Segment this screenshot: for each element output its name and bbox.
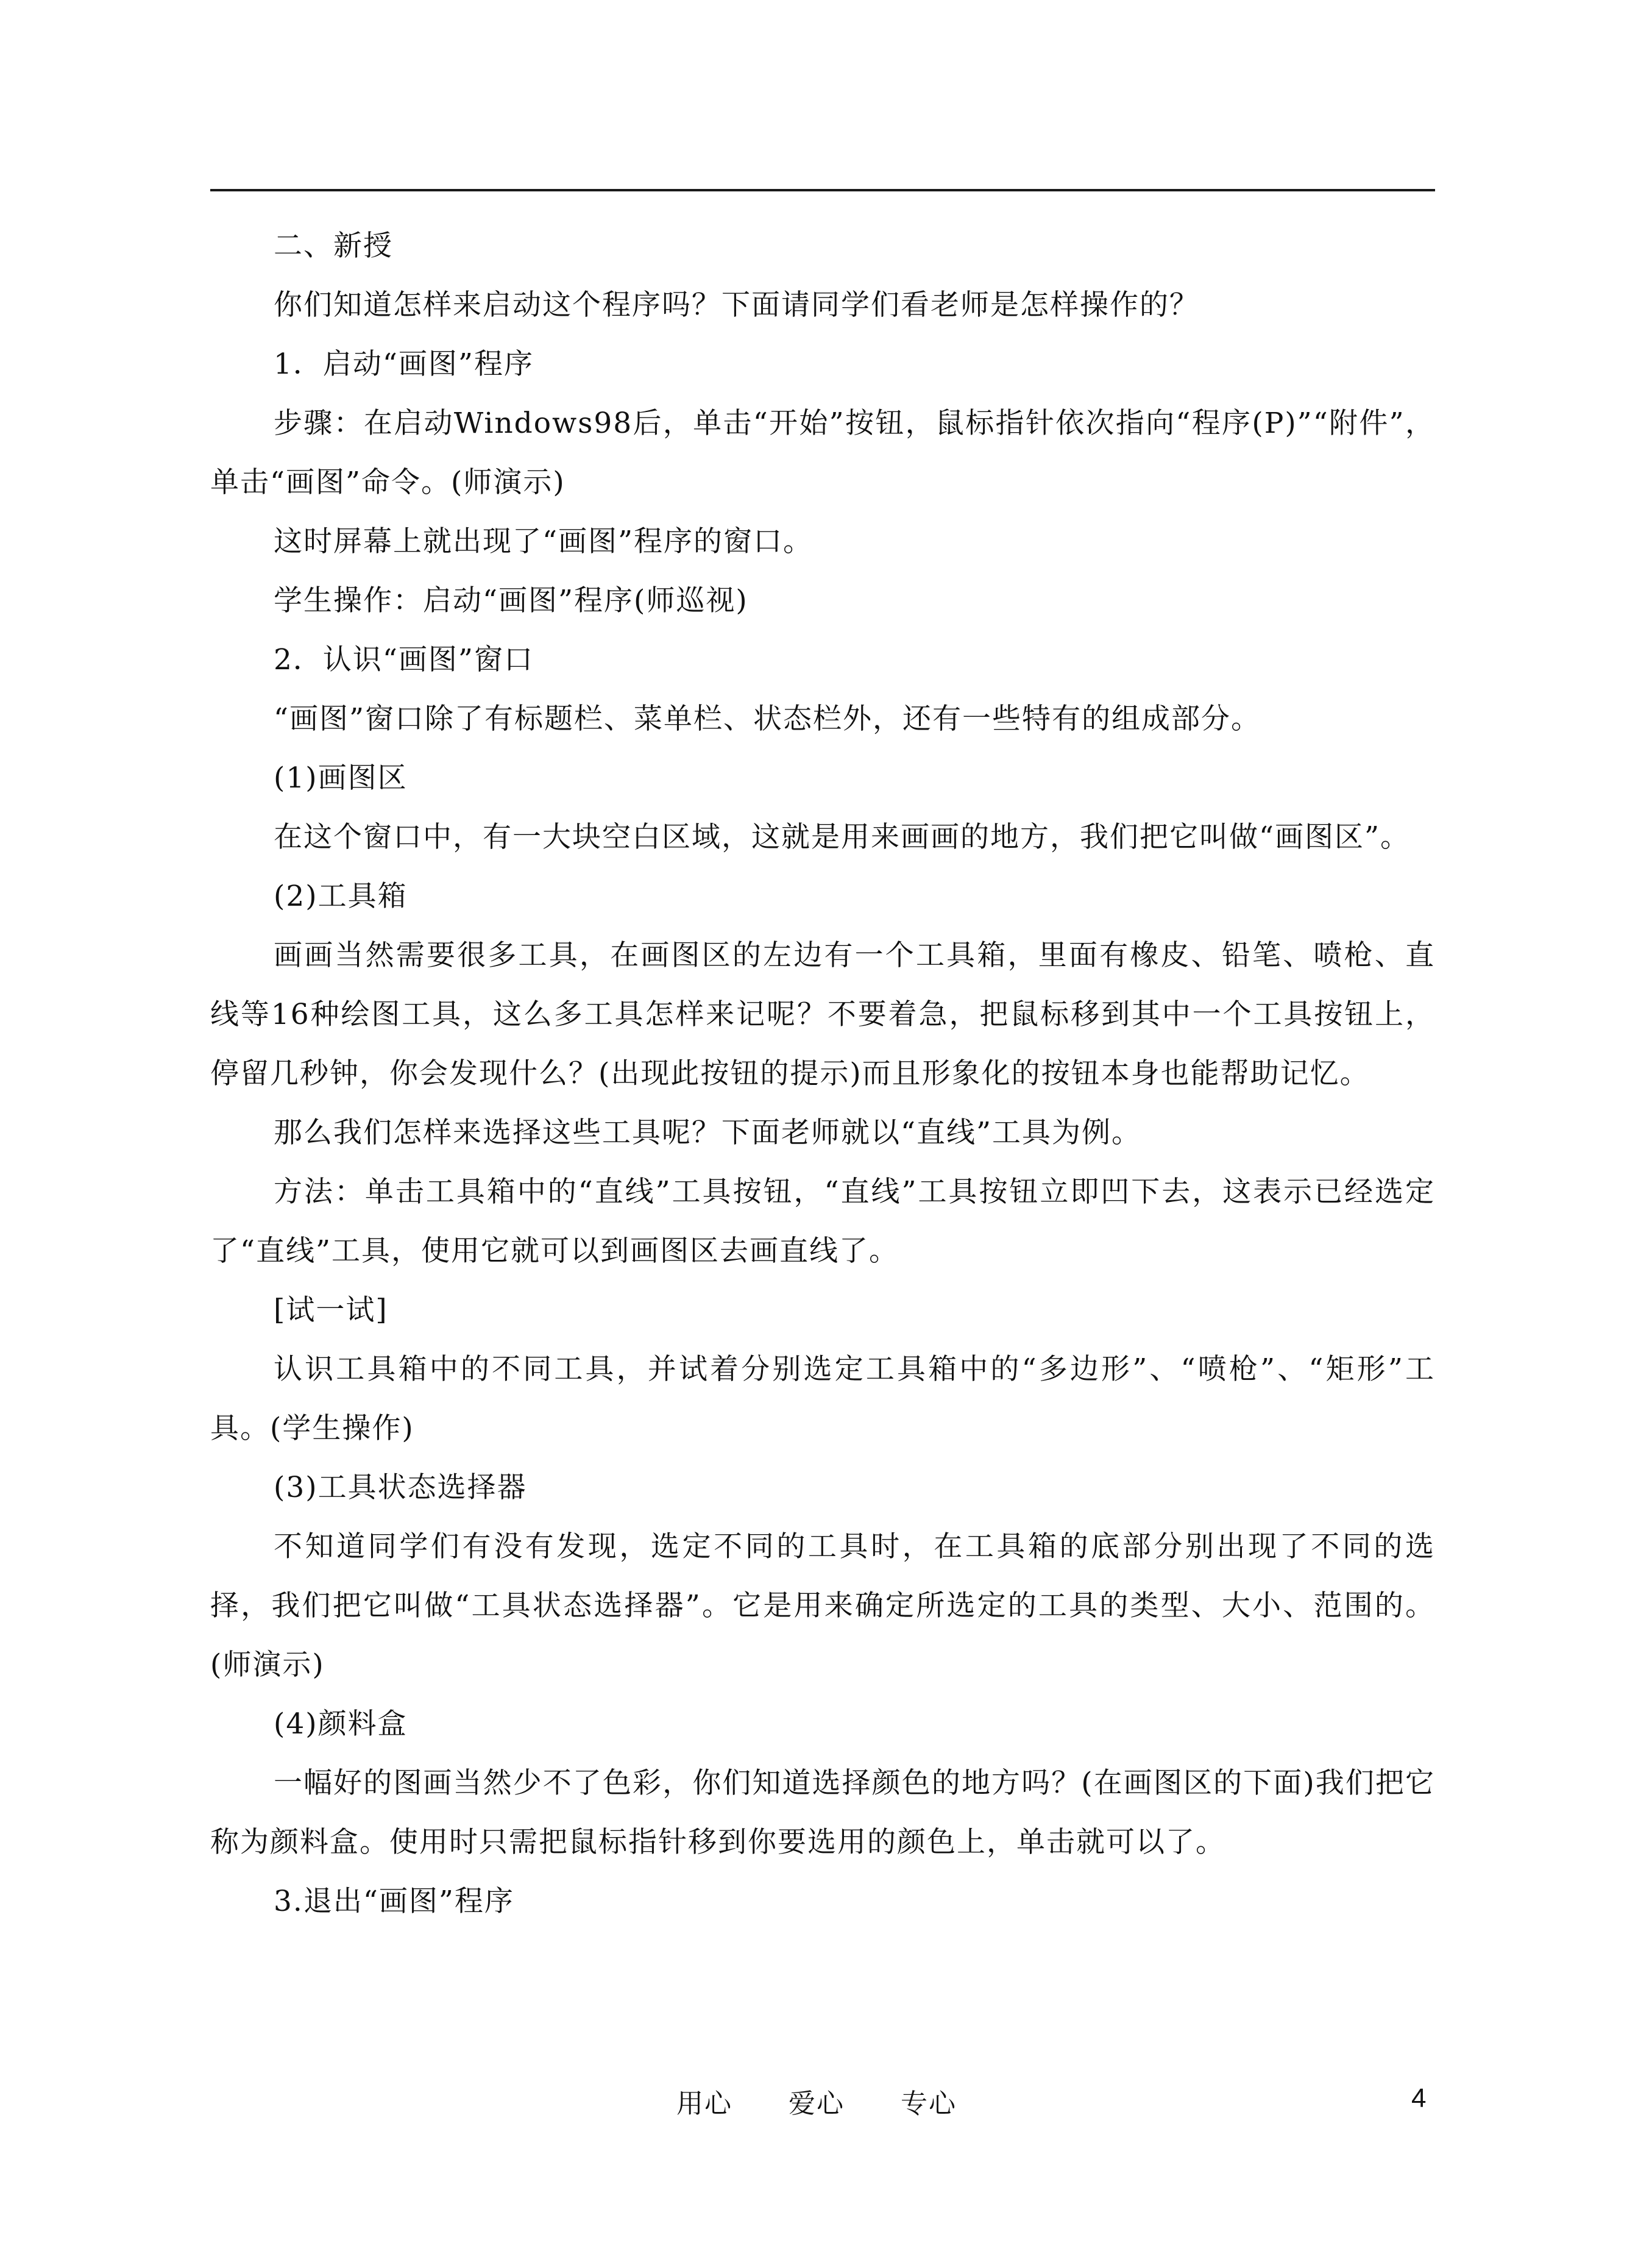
subheading-exit-paint: 3.退出“画图”程序 [274, 1885, 514, 1918]
item-tool-state-selector: (3)工具状态选择器 [274, 1471, 527, 1504]
paragraph-method: 方法：单击工具箱中的“直线”工具按钮，“直线”工具按钮立即凹下去，这表示已经选定了“直线”工具，使用它就可以到画图区去画直线了。 [210, 1175, 1435, 1268]
paragraph-try-it: 认识工具箱中的不同工具，并试着分别选定工具箱中的“多边形”、“喷枪”、“矩形”工具。(学生操作) [210, 1353, 1435, 1445]
subheading-know-window: 2．认识“画图”窗口 [274, 643, 534, 677]
item-canvas-area: (1)画图区 [274, 761, 408, 795]
paragraph-color-box: 一幅好的图画当然少不了色彩，你们知道选择颜色的地方吗？(在画图区的下面)我们把它称为颜料盒。使用时只需把鼠标指针移到你要选用的颜色上，单击就可以了。 [210, 1766, 1435, 1859]
header-rule [210, 189, 1435, 191]
paragraph-toolbox: 画画当然需要很多工具，在画图区的左边有一个工具箱，里面有橡皮、铅笔、喷枪、直线等16种绘图工具，这么多工具怎样来记呢？不要着急，把鼠标移到其中一个工具按钮上，停留几秒钟，你会发现什么？(出现此按钮的提示)而且形象化的按钮本身也能帮助记忆。 [210, 939, 1435, 1090]
page-number: 4 [1411, 2083, 1427, 2113]
section-heading-new-lesson: 二、新授 [274, 229, 393, 263]
paragraph-intro-question: 你们知道怎样来启动这个程序吗？下面请同学们看老师是怎样操作的？ [274, 288, 1199, 322]
paragraph-steps: 步骤：在启动Windows98后，单击“开始”按钮，鼠标指针依次指向“程序(P)”“附件”，单击“画图”命令。(师演示) [210, 407, 1435, 499]
paragraph-window-appears: 这时屏幕上就出现了“画图”程序的窗口。 [274, 525, 814, 558]
document-body [210, 216, 1435, 1931]
item-toolbox: (2)工具箱 [274, 880, 408, 913]
footer-motto: 用心 爱心 专心 [676, 2088, 957, 2119]
paragraph-tool-state-selector: 不知道同学们有没有发现，选定不同的工具时，在工具箱的底部分别出现了不同的选择，我们把它叫做“工具状态选择器”。它是用来确定所选定的工具的类型、大小、范围的。(师演示) [210, 1530, 1435, 1682]
paragraph-canvas-area: 在这个窗口中，有一大块空白区域，这就是用来画画的地方，我们把它叫做“画图区”。 [274, 820, 1411, 854]
paragraph-select-tools: 那么我们怎样来选择这些工具呢？下面老师就以“直线”工具为例。 [274, 1116, 1142, 1150]
item-color-box: (4)颜料盒 [274, 1707, 408, 1741]
subheading-launch-paint: 1．启动“画图”程序 [274, 347, 534, 381]
paragraph-student-operation: 学生操作：启动“画图”程序(师巡视) [274, 584, 748, 617]
paragraph-window-parts: “画图”窗口除了有标题栏、菜单栏、状态栏外，还有一些特有的组成部分。 [274, 702, 1261, 736]
item-try-it: [试一试] [274, 1293, 388, 1327]
